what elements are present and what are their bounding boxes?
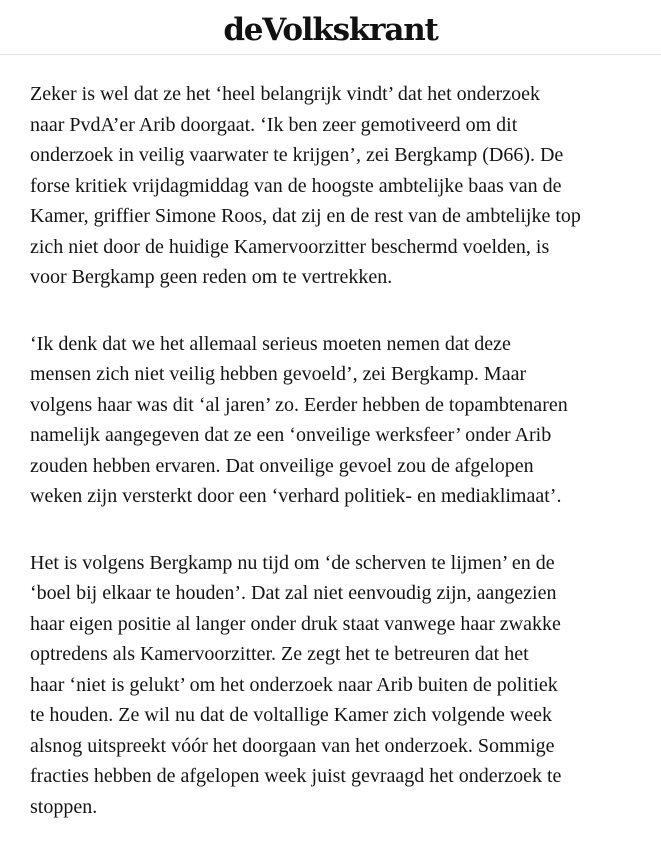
article-body [30, 79, 642, 858]
text-line: zouden hebben ervaren. Dat onveilige gevoel zou de afgelopen [30, 454, 534, 477]
text-line: te houden. Ze wil nu dat de voltallige Kamer zich volgende week [30, 704, 553, 726]
text-line: voor Bergkamp geen reden om te vertrekken. [30, 266, 393, 288]
text-line: weken zijn versterkt door een ‘verhard politiek- en mediaklimaat’. [30, 485, 562, 507]
paragraph-1 [30, 79, 642, 293]
text-line: haar eigen positie al langer onder druk staat vanwege haar zwakke [30, 612, 561, 635]
paragraph-2 [30, 329, 642, 512]
text-line: volgens haar was dit ‘al jaren’ zo. Eerder hebben de topambtenaren [30, 393, 568, 416]
text-line: haar ‘niet is gelukt’ om het onderzoek naar Arib buiten de politiek [30, 673, 558, 696]
masthead [0, 0, 661, 55]
text-line: namelijk aangegeven dat ze een ‘onveilige werksfeer’ onder Arib [30, 424, 552, 446]
paragraph-3 [30, 548, 642, 823]
text-line: forse kritiek vrijdagmiddag van de hoogste ambtelijke baas van de [30, 174, 562, 197]
text-line: Kamer, griffier Simone Roos, dat zij en de rest van de ambtelijke top [30, 205, 581, 227]
text-line: zich niet door de huidige Kamervoorzitter beschermd voelden, is [30, 235, 550, 258]
text-line: onderzoek in veilig vaarwater te krijgen’, zei Bergkamp (D66). De [30, 144, 564, 166]
text-line: fracties hebben de afgelopen week juist gevraagd het onderzoek te [30, 765, 562, 787]
text-line: optredens als Kamervoorzitter. Ze zegt het te betreuren dat het [30, 643, 529, 665]
text-line: alsnog uitspreekt vóór het doorgaan van het onderzoek. Sommige [30, 734, 555, 757]
text-line: Het is volgens Bergkamp nu tijd om ‘de scherven te lijmen’ en de [30, 551, 555, 574]
text-line: naar PvdA’er Arib doorgaat. ‘Ik ben zeer gemotiveerd om dit [30, 113, 518, 136]
text-line: ‘boel bij elkaar te houden’. Dat zal niet eenvoudig zijn, aangezien [30, 582, 557, 604]
text-line: mensen zich niet veilig hebben gevoeld’, zei Bergkamp. Maar [30, 363, 527, 385]
text-line: ‘Ik denk dat we het allemaal serieus moeten nemen dat deze [30, 332, 511, 355]
text-line: stoppen. [30, 795, 98, 818]
volkskrant-logo[interactable]: deVolkskrant [223, 12, 438, 48]
text-line: Zeker is wel dat ze het ‘heel belangrijk vindt’ dat het onderzoek [30, 83, 540, 105]
